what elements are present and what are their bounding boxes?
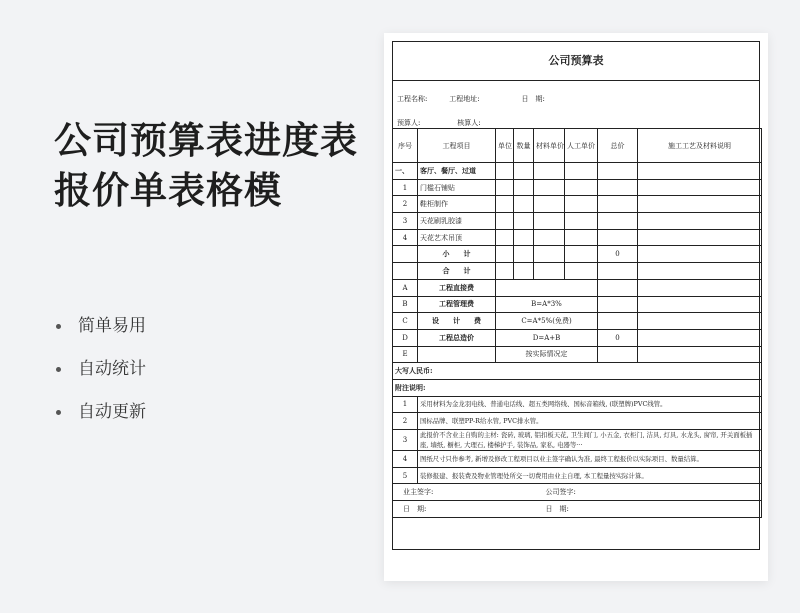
fee-name: 工程直接费 [418, 279, 496, 296]
header-total: 总价 [598, 129, 638, 163]
signature-row [393, 484, 762, 501]
feature-item: 简单易用 [56, 312, 146, 355]
note-text: 国标品牌、联塑PP-R给水管, PVC排水管。 [418, 413, 762, 430]
note-no: 1 [393, 396, 418, 413]
fee-name: 工程总造价 [418, 329, 496, 346]
note-row [393, 396, 762, 413]
project-name-label: 工程名称: [397, 95, 428, 103]
header-desc: 施工工艺及材料说明 [638, 129, 762, 163]
fee-value [598, 346, 638, 363]
item-no: 1 [393, 179, 418, 196]
note-text: 此报价不含业主自购的主材: 瓷砖, 玻璃, 铝扣板天花, 卫生间门, 小五金, 衣柜门, 洁具, 灯具, 水龙头, 窗帘, 开关面板插座, 墙纸, 橱柜, 大理石, 楼梯护手, 装饰品, 家私, 电器等··· [418, 430, 762, 451]
fee-no: D [393, 329, 418, 346]
header-unit: 单位 [496, 129, 514, 163]
note-row [393, 451, 762, 468]
feature-item: 自动统计 [56, 355, 146, 398]
fee-row [393, 296, 762, 313]
fee-no: E [393, 346, 418, 363]
item-name: 天花刷乳胶漆 [418, 213, 496, 230]
header-seq: 序号 [393, 129, 418, 163]
fee-name [418, 346, 496, 363]
checker-label: 核算人: [457, 119, 481, 127]
company-sign-label: 公司签字: [534, 484, 762, 501]
document-preview [384, 33, 768, 581]
rmb-row [393, 363, 762, 380]
fee-name: 工程管理费 [418, 296, 496, 313]
header-qty: 数量 [514, 129, 534, 163]
fee-no: C [393, 313, 418, 330]
note-row [393, 467, 762, 484]
fee-formula: 按实际情况定 [496, 346, 598, 363]
info-row-1 [397, 94, 545, 104]
fee-no: B [393, 296, 418, 313]
notes-label: 附注说明: [393, 379, 762, 396]
note-no: 4 [393, 451, 418, 468]
item-no: 2 [393, 196, 418, 213]
budgeter-label: 预算人: [397, 119, 421, 127]
note-row [393, 413, 762, 430]
header-labor-price: 人工单价 [565, 129, 598, 163]
item-no: 4 [393, 229, 418, 246]
date-label: 日 期: [521, 95, 545, 103]
fee-formula [496, 279, 598, 296]
feature-list [56, 312, 146, 441]
fee-row [393, 346, 762, 363]
header-material-price: 材料单价 [534, 129, 565, 163]
item-name: 鞋柜制作 [418, 196, 496, 213]
subtotal-value: 0 [598, 246, 638, 263]
grand-total-label: 合 计 [418, 263, 496, 280]
subtotal-label: 小 计 [418, 246, 496, 263]
feature-item: 自动更新 [56, 398, 146, 441]
note-text: 采用材料为金龙羽电线、普通电话线、超五类网络线、国标音箱线, (联塑牌)PVC线管。 [418, 396, 762, 413]
rmb-label: 大写人民币: [393, 363, 762, 380]
table-row [393, 213, 762, 230]
company-date-label: 日 期: [534, 501, 762, 518]
item-name: 门槛石铺贴 [418, 179, 496, 196]
fee-value [598, 313, 638, 330]
note-text: 图纸尺寸只作参考, 新增及修改工程项目以业主签字确认为准, 最终工程报价以实际项目、数量结算。 [418, 451, 762, 468]
fee-formula: D=A+B [496, 329, 598, 346]
item-no: 3 [393, 213, 418, 230]
note-no: 3 [393, 430, 418, 451]
fee-no: A [393, 279, 418, 296]
note-no: 2 [393, 413, 418, 430]
owner-date-label: 日 期: [393, 501, 534, 518]
budget-table [392, 128, 762, 518]
section-no: 一、 [393, 163, 418, 180]
note-row [393, 430, 762, 451]
fee-value [598, 296, 638, 313]
owner-sign-label: 业主签字: [393, 484, 534, 501]
fee-name: 设 计 费 [418, 313, 496, 330]
fee-formula: C=A*5%(免费) [496, 313, 598, 330]
section-name: 客厅、餐厅、过道 [418, 163, 496, 180]
signature-date-row [393, 501, 762, 518]
fee-row [393, 313, 762, 330]
budget-sheet [392, 41, 760, 550]
fee-value: 0 [598, 329, 638, 346]
table-row [393, 179, 762, 196]
info-row-2 [397, 118, 481, 128]
headline: 公司预算表进度表报价单表格模 [54, 119, 358, 212]
section-row [393, 163, 762, 180]
fee-row [393, 329, 762, 346]
fee-value [598, 279, 638, 296]
notes-label-row [393, 379, 762, 396]
grand-total-row [393, 263, 762, 280]
fee-row [393, 279, 762, 296]
sheet-title: 公司预算表 [393, 42, 759, 81]
table-row [393, 196, 762, 213]
project-address-label: 工程地址: [449, 95, 480, 103]
fee-formula: B=A*3% [496, 296, 598, 313]
subtotal-row [393, 246, 762, 263]
table-row [393, 229, 762, 246]
note-no: 5 [393, 467, 418, 484]
note-text: 装修报建、报装费及物业管理处所交一切费用由业主自理, 本工程量按实际计算。 [418, 467, 762, 484]
header-item: 工程项目 [418, 129, 496, 163]
table-header [393, 129, 762, 163]
item-name: 天花艺术吊顶 [418, 229, 496, 246]
